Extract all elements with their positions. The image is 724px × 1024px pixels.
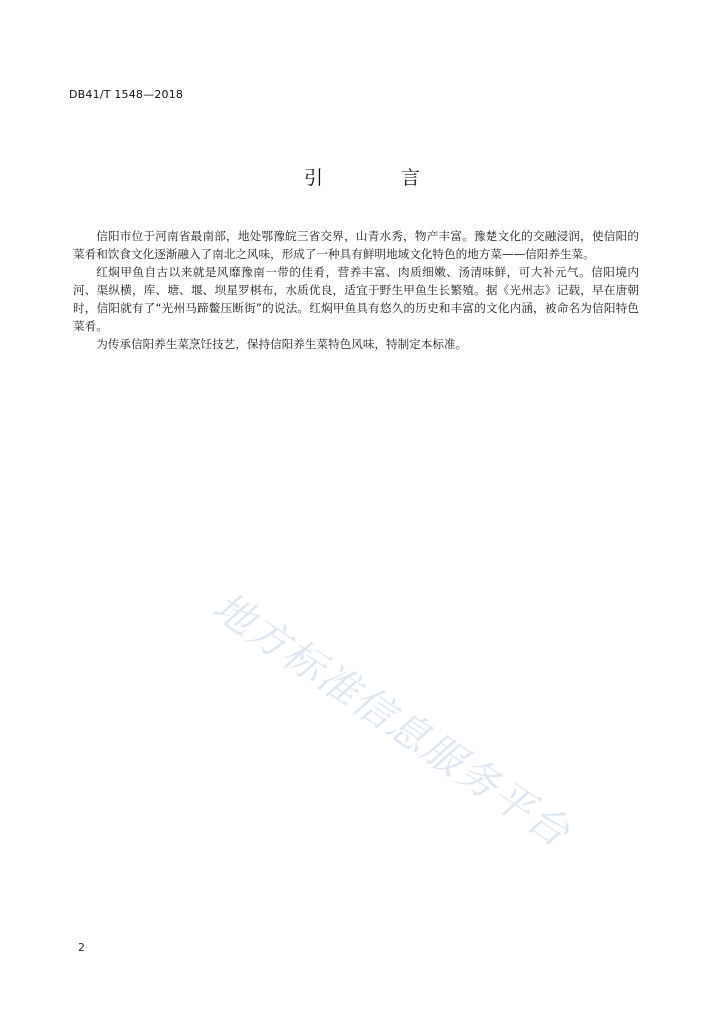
paragraph-2: 红焖甲鱼自古以来就是风靡豫南一带的佳肴，营养丰富、肉质细嫩、汤清味鲜，可大补元气。信阳境内河、渠纵横，库、塘、堰、坝星罗棋布，水质优良，适宜于野生甲鱼生长繁殖。据《光州志》记载，早在唐朝时，信阳就有了“光州马蹄鳖压断街”的说法。红焖甲鱼具有悠久的历史和丰富的文化内涵，被命名为信阳特色菜肴。 [73,265,639,333]
paragraph-1: 信阳市位于河南省最南部，地处鄂豫皖三省交界，山青水秀，物产丰富。豫楚文化的交融浸润，使信阳的菜肴和饮食文化逐渐融入了南北之风味，形成了一种具有鲜明地域文化特色的地方菜——信阳养生菜。 [73,229,639,261]
section-title: 引 言 [303,167,457,189]
watermark-text: 地方标准信息服务平台 [204,583,579,857]
standard-code: DB41/T 1548—2018 [69,88,184,101]
introduction-body [73,227,639,353]
page-number: 2 [78,941,85,954]
paragraph-3: 为传承信阳养生菜烹饪技艺，保持信阳养生菜特色风味，特制定本标准。 [96,337,468,351]
